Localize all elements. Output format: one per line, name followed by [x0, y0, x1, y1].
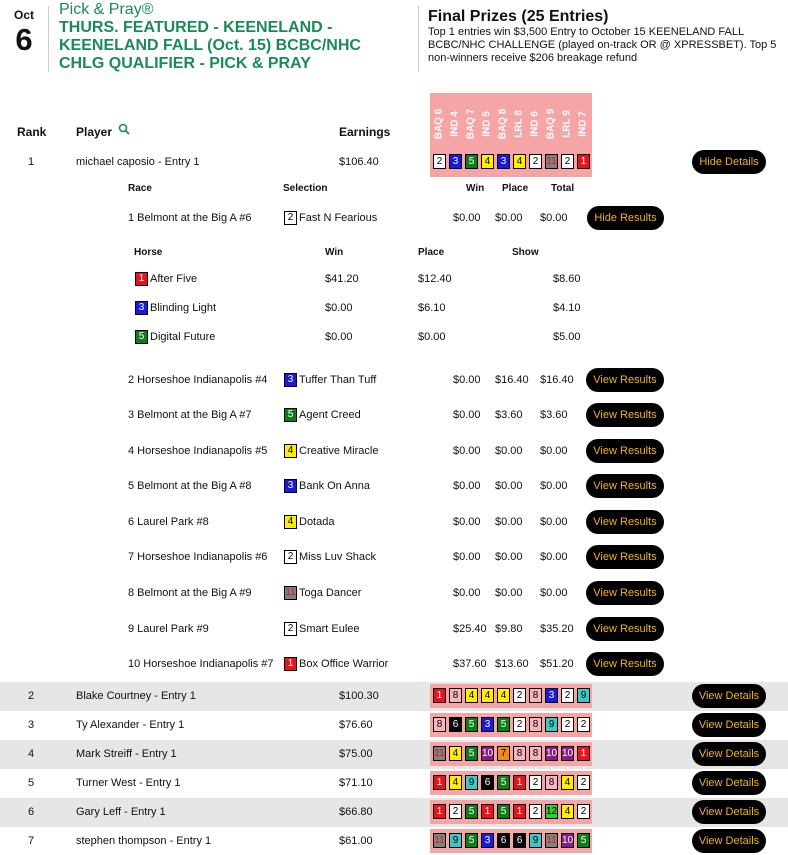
- saddle-cloth: 2: [284, 211, 297, 225]
- saddle-cloth: 3: [545, 688, 558, 703]
- selection-horse: Miss Luv Shack: [299, 551, 377, 563]
- earnings-cell: $71.10: [339, 777, 373, 789]
- race-place: $13.60: [495, 658, 529, 670]
- saddle-cloth: 10: [546, 748, 558, 759]
- rank-cell: 7: [28, 835, 35, 847]
- prize-info: [428, 8, 788, 65]
- race-column-label-text: BAQ 6: [433, 108, 445, 139]
- rank-cell: 4: [28, 748, 35, 760]
- saddle-cloth: 5: [497, 717, 510, 732]
- race-column-label: [431, 101, 447, 146]
- hide-details-button[interactable]: Hide Details: [692, 150, 766, 174]
- saddle-cloth: 2: [577, 804, 590, 819]
- saddle-cloth: 2: [513, 688, 526, 703]
- view-results-button[interactable]: View Results: [586, 581, 664, 605]
- result-win: $0.00: [325, 302, 353, 314]
- view-details-button[interactable]: View Details: [692, 829, 766, 853]
- saddle-cloth: 1: [284, 657, 297, 671]
- view-results-button[interactable]: View Results: [586, 510, 664, 534]
- player-name: stephen thompson - Entry 1: [76, 835, 212, 847]
- result-horse: After Five: [150, 273, 198, 285]
- saddle-cloth: 2: [284, 622, 297, 636]
- saddle-cloth: 10: [562, 748, 574, 759]
- view-details-button[interactable]: View Details: [692, 771, 766, 795]
- saddle-cloth: 3: [481, 717, 494, 732]
- race-column-label-text: IND 5: [481, 110, 493, 137]
- view-details-button[interactable]: View Details: [692, 713, 766, 737]
- saddle-cloth: 3: [449, 154, 462, 169]
- saddle-cloth: 2: [529, 804, 542, 819]
- saddle-cloth: 9: [577, 688, 590, 703]
- saddle-cloth: 7: [497, 746, 510, 761]
- saddle-cloth: 5: [465, 717, 478, 732]
- race-place: $3.60: [495, 409, 523, 421]
- contest-brand: Pick & Pray®: [59, 1, 154, 18]
- saddle-cloth: 2: [529, 775, 542, 790]
- view-details-button[interactable]: View Details: [692, 684, 766, 708]
- race-place: $0.00: [495, 551, 523, 563]
- race-column-label-text: IND 6: [529, 110, 541, 137]
- race-column-label-text: BAQ 9: [545, 108, 557, 139]
- place-header: Place: [502, 183, 529, 194]
- saddle-cloth: 4: [561, 775, 574, 790]
- result-horse: Digital Future: [150, 331, 216, 343]
- race-column-label-text: BAQ 7: [465, 108, 477, 139]
- saddle-cloth: 8: [529, 746, 542, 761]
- saddle-cloth: 6: [497, 833, 510, 848]
- saddle-cloth: 3: [135, 301, 148, 315]
- saddle-cloth: 1: [577, 154, 590, 169]
- race-total: $0.00: [540, 212, 568, 224]
- saddle-cloth: 11: [434, 835, 445, 846]
- race-total: $0.00: [540, 587, 568, 599]
- saddle-cloth: 5: [497, 775, 510, 790]
- race-name: 10 Horseshoe Indianapolis #7: [128, 658, 274, 670]
- view-results-button[interactable]: View Results: [586, 439, 664, 463]
- saddle-cloth: 2: [433, 154, 446, 169]
- view-details-button[interactable]: View Details: [692, 742, 766, 766]
- selection-horse: Dotada: [299, 516, 335, 528]
- saddle-cloth: 3: [481, 833, 494, 848]
- picks-strip: [430, 800, 592, 824]
- picks-strip: [430, 829, 592, 853]
- race-column-label-text: IND 7: [577, 110, 589, 137]
- race-place: $0.00: [495, 445, 523, 457]
- race-total: $35.20: [540, 623, 574, 635]
- total-header: Total: [551, 183, 575, 194]
- earnings-cell: $100.30: [339, 690, 379, 702]
- player-name: michael caposio - Entry 1: [76, 156, 200, 168]
- player-column-header: Player: [76, 125, 113, 139]
- race-total: $0.00: [540, 480, 568, 492]
- race-name: 8 Belmont at the Big A #9: [128, 587, 252, 599]
- saddle-cloth: 5: [497, 804, 510, 819]
- result-show: $4.10: [553, 302, 581, 314]
- saddle-cloth: 9: [529, 833, 542, 848]
- player-name: Mark Streiff - Entry 1: [76, 748, 177, 760]
- view-results-button[interactable]: View Results: [586, 545, 664, 569]
- race-place: $0.00: [495, 516, 523, 528]
- race-total: $3.60: [540, 409, 568, 421]
- saddle-cloth: 10: [482, 748, 494, 759]
- saddle-cloth: 4: [497, 688, 510, 703]
- prizes-title: Final Prizes (25 Entries): [428, 8, 609, 25]
- saddle-cloth: 11: [285, 587, 296, 598]
- saddle-cloth: 1: [481, 804, 494, 819]
- saddle-cloth: 4: [481, 688, 494, 703]
- player-name: Gary Leff - Entry 1: [76, 806, 166, 818]
- saddle-cloth: 2: [449, 804, 462, 819]
- result-place: $6.10: [418, 302, 446, 314]
- saddle-cloth: 1: [513, 804, 526, 819]
- race-place: $9.80: [495, 623, 523, 635]
- race-win: $0.00: [453, 480, 481, 492]
- prizes-text: Top 1 entries win $3,500 Entry to October 15 KEENELAND FALL BCBC/NHC CHALLENGE (played on-track OR @ XPRESSBET). Top 5 non-winners receive $206 breakage refund: [428, 26, 777, 64]
- selection-horse: Bank On Anna: [299, 480, 370, 492]
- race-win: $0.00: [453, 587, 481, 599]
- saddle-cloth: 8: [449, 688, 462, 703]
- race-win: $0.00: [453, 516, 481, 528]
- saddle-cloth: 2: [513, 717, 526, 732]
- race-column-label: [559, 101, 575, 146]
- saddle-cloth: 5: [577, 833, 590, 848]
- contest-info: [59, 1, 379, 73]
- race-name: 3 Belmont at the Big A #7: [128, 409, 252, 421]
- saddle-cloth: 2: [577, 775, 590, 790]
- race-place: $0.00: [495, 212, 523, 224]
- earnings-cell: $66.80: [339, 806, 373, 818]
- saddle-cloth: 4: [284, 515, 297, 529]
- earnings-cell: $61.00: [339, 835, 373, 847]
- race-place: $0.00: [495, 587, 523, 599]
- race-win: $37.60: [453, 658, 487, 670]
- contest-title: THURS. FEATURED - KEENELAND - KEENELAND FALL (Oct. 15) BCBC/NHC CHLG QUALIFIER - PICK & PRAY: [59, 19, 361, 72]
- rank-cell: 2: [28, 690, 35, 702]
- race-column-label-text: LRL 8: [513, 109, 525, 138]
- race-total: $0.00: [540, 445, 568, 457]
- race-win: $0.00: [453, 551, 481, 563]
- race-win: $0.00: [453, 445, 481, 457]
- result-horse: Blinding Light: [150, 302, 217, 314]
- hide-results-button[interactable]: Hide Results: [587, 206, 664, 230]
- race-column-label: [447, 101, 463, 146]
- saddle-cloth: 3: [497, 154, 510, 169]
- saddle-cloth: 2: [561, 688, 574, 703]
- saddle-cloth: 4: [561, 804, 574, 819]
- saddle-cloth: 5: [465, 154, 478, 169]
- saddle-cloth: 3: [284, 479, 297, 493]
- saddle-cloth: 5: [465, 804, 478, 819]
- contest-header: [0, 0, 788, 80]
- picks-strip: [430, 713, 592, 737]
- picks-strip: [430, 150, 592, 174]
- view-results-button[interactable]: View Results: [586, 652, 664, 676]
- saddle-cloth: 5: [465, 746, 478, 761]
- result-show-header: Show: [512, 247, 539, 258]
- saddle-cloth: 3: [284, 373, 297, 387]
- saddle-cloth: 5: [284, 408, 297, 422]
- selection-horse: Toga Dancer: [299, 587, 362, 599]
- race-column-label: [543, 101, 559, 146]
- selection-horse: Smart Eulee: [299, 623, 360, 635]
- saddle-cloth: 1: [433, 775, 446, 790]
- player-name: Ty Alexander - Entry 1: [76, 719, 185, 731]
- player-name: Blake Courtney - Entry 1: [76, 690, 196, 702]
- rank-cell: 5: [28, 777, 35, 789]
- date-day: 6: [15, 22, 33, 57]
- earnings-column-header: Earnings: [339, 125, 391, 139]
- saddle-cloth: 2: [561, 717, 574, 732]
- saddle-cloth: 4: [449, 746, 462, 761]
- race-place: $0.00: [495, 480, 523, 492]
- saddle-cloth: 6: [513, 833, 526, 848]
- saddle-cloth: 8: [513, 746, 526, 761]
- selection-horse: Creative Miracle: [299, 445, 379, 457]
- saddle-cloth: 2: [577, 717, 590, 732]
- race-column-label: [527, 101, 543, 146]
- race-total: $16.40: [540, 374, 574, 386]
- view-details-button[interactable]: View Details: [692, 800, 766, 824]
- earnings-cell: $76.60: [339, 719, 373, 731]
- view-results-button[interactable]: View Results: [586, 403, 664, 427]
- saddle-cloth: 2: [529, 154, 542, 169]
- saddle-cloth: 11: [434, 748, 445, 759]
- contest-date: [0, 8, 48, 55]
- saddle-cloth: 11: [546, 835, 557, 846]
- selection-horse: Tuffer Than Tuff: [299, 374, 377, 386]
- search-icon[interactable]: [118, 123, 130, 135]
- saddle-cloth: 1: [577, 746, 590, 761]
- saddle-cloth: 10: [562, 835, 574, 846]
- view-results-button[interactable]: View Results: [586, 617, 664, 641]
- race-total: $51.20: [540, 658, 574, 670]
- saddle-cloth: 1: [433, 804, 446, 819]
- saddle-cloth: 2: [561, 154, 574, 169]
- horse-header: Horse: [134, 247, 163, 258]
- result-place-header: Place: [418, 247, 445, 258]
- saddle-cloth: 2: [284, 550, 297, 564]
- header-divider: [418, 6, 419, 72]
- race-name: 5 Belmont at the Big A #8: [128, 480, 252, 492]
- saddle-cloth: 8: [545, 775, 558, 790]
- race-win: $0.00: [453, 409, 481, 421]
- player-name: Turner West - Entry 1: [76, 777, 181, 789]
- saddle-cloth: 1: [433, 688, 446, 703]
- saddle-cloth: 9: [545, 717, 558, 732]
- saddle-cloth: 4: [513, 154, 526, 169]
- result-show: $5.00: [553, 331, 581, 343]
- header-divider: [48, 6, 49, 72]
- race-win: $25.40: [453, 623, 487, 635]
- saddle-cloth: 4: [449, 775, 462, 790]
- saddle-cloth: 12: [546, 806, 558, 817]
- saddle-cloth: 6: [449, 717, 462, 732]
- win-header: Win: [466, 183, 485, 194]
- race-total: $0.00: [540, 551, 568, 563]
- saddle-cloth: 5: [465, 833, 478, 848]
- race-column-label: [479, 101, 495, 146]
- rank-cell: 1: [28, 156, 35, 168]
- saddle-cloth: 9: [465, 775, 478, 790]
- result-win: $41.20: [325, 273, 359, 285]
- earnings-cell: $106.40: [339, 156, 379, 168]
- saddle-cloth: 1: [513, 775, 526, 790]
- result-show: $8.60: [553, 273, 581, 285]
- race-column-label: [575, 101, 591, 146]
- saddle-cloth: 11: [546, 156, 557, 167]
- saddle-cloth: 8: [433, 717, 446, 732]
- race-name: 2 Horseshoe Indianapolis #4: [128, 374, 268, 386]
- earnings-cell: $75.00: [339, 748, 373, 760]
- result-place: $0.00: [418, 331, 446, 343]
- view-results-button[interactable]: View Results: [586, 474, 664, 498]
- saddle-cloth: 6: [481, 775, 494, 790]
- race-column-label-text: LRL 9: [561, 109, 573, 138]
- view-results-button[interactable]: View Results: [586, 368, 664, 392]
- selection-horse: Box Office Warrior: [299, 658, 389, 670]
- saddle-cloth: 5: [135, 330, 148, 344]
- picks-strip: [430, 742, 592, 766]
- rank-cell: 3: [28, 719, 35, 731]
- saddle-cloth: 4: [465, 688, 478, 703]
- race-total: $0.00: [540, 516, 568, 528]
- race-win: $0.00: [453, 374, 481, 386]
- result-win: $0.00: [325, 331, 353, 343]
- result-place: $12.40: [418, 273, 452, 285]
- race-column-label-text: IND 4: [449, 110, 461, 137]
- saddle-cloth: 4: [481, 154, 494, 169]
- race-name: 4 Horseshoe Indianapolis #5: [128, 445, 268, 457]
- race-column-label: [463, 101, 479, 146]
- race-column-label-text: BAQ 8: [497, 108, 509, 139]
- race-name: 1 Belmont at the Big A #6: [128, 212, 252, 224]
- race-name: 9 Laurel Park #9: [128, 623, 209, 635]
- date-month: Oct: [13, 8, 34, 22]
- saddle-cloth: 8: [529, 717, 542, 732]
- selection-horse: Agent Creed: [299, 409, 361, 421]
- race-header: Race: [128, 183, 152, 194]
- result-win-header: Win: [325, 247, 344, 258]
- race-place: $16.40: [495, 374, 529, 386]
- rank-cell: 6: [28, 806, 35, 818]
- selection-horse: Fast N Fearious: [299, 212, 378, 224]
- saddle-cloth: 9: [449, 833, 462, 848]
- selection-header: Selection: [283, 183, 328, 194]
- saddle-cloth: 8: [529, 688, 542, 703]
- race-column-label: [511, 101, 527, 146]
- race-win: $0.00: [453, 212, 481, 224]
- race-name: 7 Horseshoe Indianapolis #6: [128, 551, 268, 563]
- race-name: 6 Laurel Park #8: [128, 516, 209, 528]
- rank-column-header: Rank: [17, 125, 47, 139]
- picks-strip: [430, 684, 592, 708]
- race-column-label: [495, 101, 511, 146]
- picks-strip: [430, 771, 592, 795]
- saddle-cloth: 4: [284, 444, 297, 458]
- saddle-cloth: 1: [135, 272, 148, 286]
